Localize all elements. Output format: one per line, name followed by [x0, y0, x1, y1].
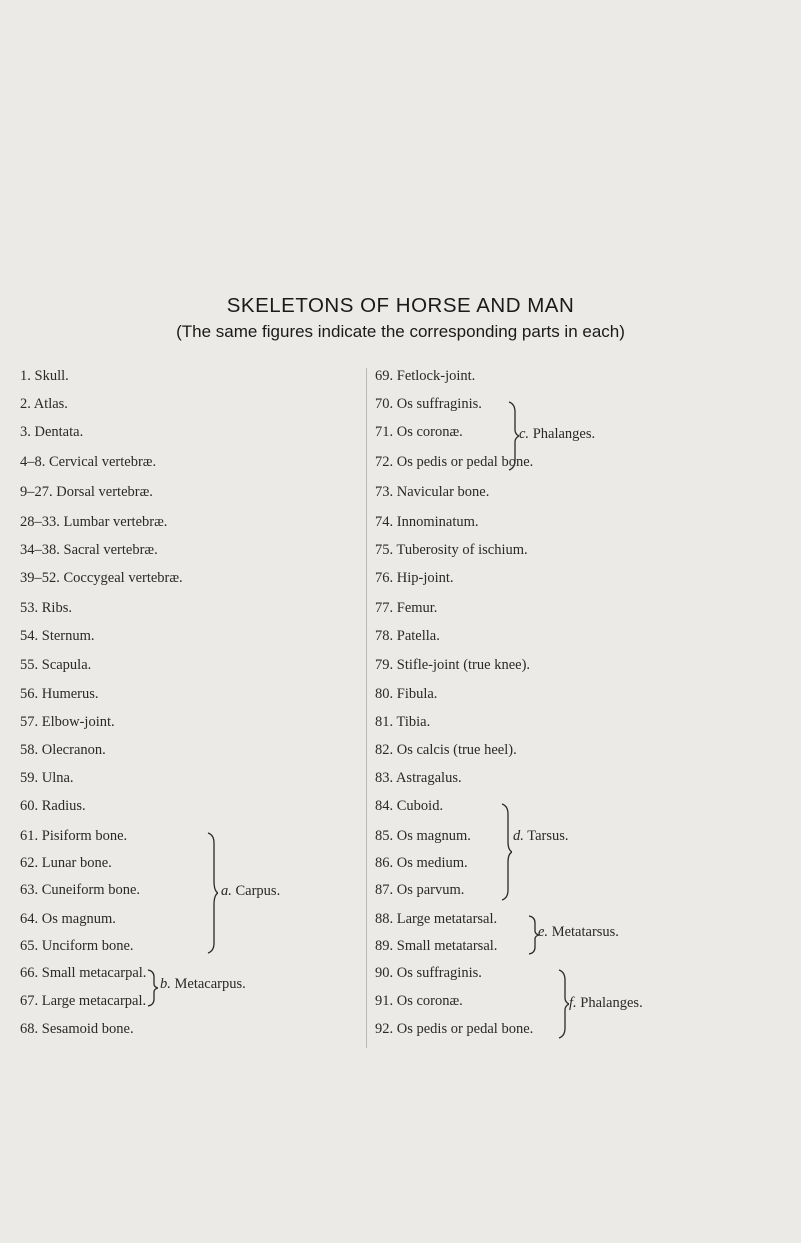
list-item: 72. Os pedis or pedal bone.	[375, 454, 534, 470]
list-item: 58. Olecranon.	[20, 742, 106, 758]
list-item: 68. Sesamoid bone.	[20, 1021, 134, 1037]
column-divider	[366, 368, 367, 1048]
list-item: 79. Stifle-joint (true knee).	[375, 657, 531, 673]
tarsus-brace	[500, 802, 512, 902]
list-item: 66. Small metacarpal.	[20, 965, 147, 981]
group-name: Phalanges.	[580, 995, 643, 1011]
group-name: Phalanges.	[532, 426, 596, 442]
list-item: 34–38. Sacral vertebræ.	[20, 542, 158, 558]
group-letter: c.	[519, 426, 530, 442]
group-letter: b.	[160, 976, 171, 992]
carpus-brace	[206, 831, 218, 955]
group-label-tarsus	[513, 828, 569, 845]
list-item: 90. Os suffraginis.	[375, 965, 482, 981]
list-item: 89. Small metatarsal.	[375, 938, 498, 954]
phalanges-brace-fore	[507, 400, 519, 472]
list-item: 3. Dentata.	[20, 424, 84, 440]
group-letter: a.	[221, 883, 232, 899]
list-item: 61. Pisiform bone.	[20, 828, 128, 844]
group-letter: f.	[569, 995, 577, 1011]
list-item: 85. Os magnum.	[375, 828, 471, 844]
list-item: 55. Scapula.	[20, 657, 92, 673]
list-item: 76. Hip-joint.	[375, 570, 454, 586]
list-item: 83. Astragalus.	[375, 770, 462, 786]
list-item: 81. Tibia.	[375, 714, 431, 730]
group-name: Tarsus.	[527, 828, 569, 844]
group-label-metatarsus	[538, 924, 619, 941]
list-item: 88. Large metatarsal.	[375, 911, 498, 927]
list-item: 92. Os pedis or pedal bone.	[375, 1021, 534, 1037]
group-label-metacarpus	[160, 976, 246, 993]
group-label-phalanges-hind	[569, 995, 643, 1012]
list-item: 70. Os suffraginis.	[375, 396, 482, 412]
list-item: 54. Sternum.	[20, 628, 95, 644]
list-item: 4–8. Cervical vertebræ.	[20, 454, 157, 470]
page-title: SKELETONS OF HORSE AND MAN	[226, 294, 575, 317]
list-item: 56. Humerus.	[20, 686, 99, 702]
list-item: 71. Os coronæ.	[375, 424, 463, 440]
page-subtitle: (The same figures indicate the corresponding parts in each)	[176, 322, 625, 341]
list-item: 28–33. Lumbar vertebræ.	[20, 514, 168, 530]
list-item: 1. Skull.	[20, 368, 69, 384]
list-item: 53. Ribs.	[20, 600, 72, 616]
list-item: 59. Ulna.	[20, 770, 74, 786]
list-item: 84. Cuboid.	[375, 798, 444, 814]
list-item: 75. Tuberosity of ischium.	[375, 542, 528, 558]
group-label-carpus	[221, 883, 280, 900]
list-item: 57. Elbow-joint.	[20, 714, 115, 730]
group-name: Carpus.	[235, 883, 281, 899]
list-item: 67. Large metacarpal.	[20, 993, 147, 1009]
list-item: 62. Lunar bone.	[20, 855, 112, 871]
list-item: 65. Unciform bone.	[20, 938, 134, 954]
list-item: 73. Navicular bone.	[375, 484, 490, 500]
list-item: 60. Radius.	[20, 798, 86, 814]
list-item: 63. Cuneiform bone.	[20, 882, 141, 898]
phalanges-brace-hind	[557, 968, 569, 1040]
list-item: 64. Os magnum.	[20, 911, 116, 927]
group-name: Metatarsus.	[551, 924, 619, 940]
list-item: 77. Femur.	[375, 600, 438, 616]
group-name: Metacarpus.	[174, 976, 246, 992]
list-item: 39–52. Coccygeal vertebræ.	[20, 570, 183, 586]
metacarpus-brace	[146, 968, 158, 1008]
list-item: 69. Fetlock-joint.	[375, 368, 476, 384]
group-letter: e.	[538, 924, 549, 940]
list-item: 82. Os calcis (true heel).	[375, 742, 517, 758]
list-item: 2. Atlas.	[20, 396, 68, 412]
group-letter: d.	[513, 828, 524, 844]
list-item: 91. Os coronæ.	[375, 993, 463, 1009]
list-item: 87. Os parvum.	[375, 882, 465, 898]
list-item: 80. Fibula.	[375, 686, 438, 702]
list-item: 74. Innominatum.	[375, 514, 479, 530]
list-item: 86. Os medium.	[375, 855, 468, 871]
group-label-phalanges-fore	[519, 426, 595, 443]
list-item: 9–27. Dorsal vertebræ.	[20, 484, 153, 500]
list-item: 78. Patella.	[375, 628, 440, 644]
